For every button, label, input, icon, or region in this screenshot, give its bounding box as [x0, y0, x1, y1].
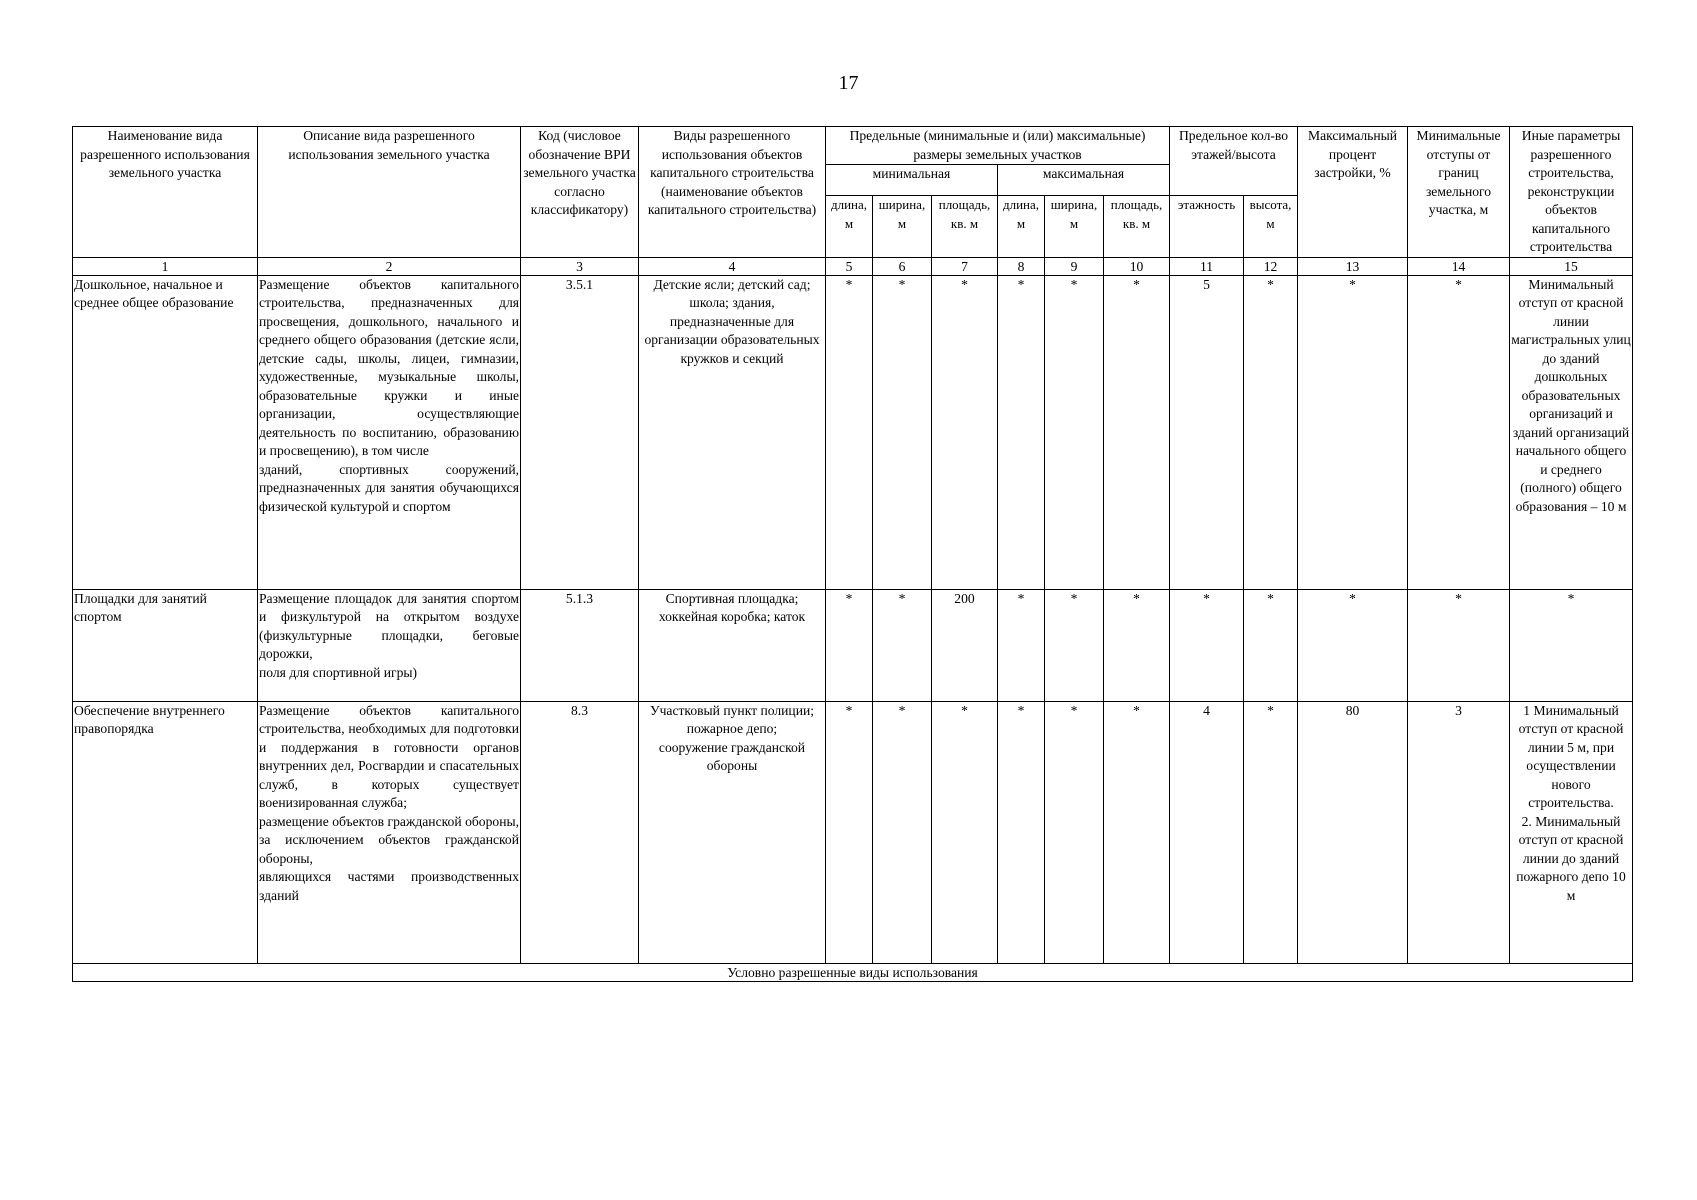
column-number: 10	[1104, 257, 1170, 275]
column-number: 7	[932, 257, 998, 275]
table-row	[73, 701, 1633, 963]
row-floors: 4	[1170, 701, 1244, 963]
header-sub-max: максимальная	[998, 165, 1170, 196]
row-floors: *	[1170, 589, 1244, 701]
column-number: 11	[1170, 257, 1244, 275]
header-max-len: длина, м	[998, 196, 1045, 257]
row-name: Площадки для занятий спортом	[73, 589, 258, 701]
row-max-width: *	[1045, 589, 1104, 701]
header-group-floors: Предельное кол-во этажей/высота	[1170, 127, 1298, 196]
row-max-len: *	[998, 275, 1045, 589]
row-floors: 5	[1170, 275, 1244, 589]
page-number: 17	[838, 72, 859, 94]
conditional-uses-label: Условно разрешенные виды использования	[73, 963, 1633, 981]
row-min-setback: 3	[1408, 701, 1510, 963]
row-max-percent: *	[1298, 275, 1408, 589]
table-row	[73, 275, 1633, 589]
row-other: 1 Минимальный отступ от красной линии 5 м, при осуществлении нового строительства. 2. Минимальный отступ от красной линии до зданий пожарного депо 10 м	[1510, 701, 1633, 963]
row-other: Минимальный отступ от красной линии магистральных улиц до зданий дошкольных образовательных организаций и зданий организаций начального общего и среднего (полного) общего образования – 10 м	[1510, 275, 1633, 589]
row-height: *	[1244, 589, 1298, 701]
header-max-area: площадь, кв. м	[1104, 196, 1170, 257]
row-min-len: *	[826, 701, 873, 963]
header-col1: Наименование вида разрешенного использования земельного участка	[73, 127, 258, 258]
header-min-len: длина, м	[826, 196, 873, 257]
column-number: 9	[1045, 257, 1104, 275]
row-name: Дошкольное, начальное и среднее общее образование	[73, 275, 258, 589]
row-max-len: *	[998, 701, 1045, 963]
row-objects: Детские ясли; детский сад; школа; здания, предназначенные для организации образовательных кружков и секций	[639, 275, 826, 589]
row-max-percent: *	[1298, 589, 1408, 701]
column-number: 12	[1244, 257, 1298, 275]
header-min-width: ширина, м	[873, 196, 932, 257]
row-height: *	[1244, 701, 1298, 963]
row-max-width: *	[1045, 701, 1104, 963]
row-min-setback: *	[1408, 589, 1510, 701]
header-sub-min: минимальная	[826, 165, 998, 196]
row-description: Размещение площадок для занятия спортом и физкультурой на открытом воздухе (физкультурные площадки, беговые дорожки, поля для спортивной игры)	[258, 589, 521, 701]
row-code: 8.3	[521, 701, 639, 963]
column-number: 3	[521, 257, 639, 275]
header-floors: этажность	[1170, 196, 1244, 257]
row-min-len: *	[826, 275, 873, 589]
land-use-table	[72, 126, 1633, 982]
row-min-area: 200	[932, 589, 998, 701]
row-code: 5.1.3	[521, 589, 639, 701]
row-name: Обеспечение внутреннего правопорядка	[73, 701, 258, 963]
row-max-area: *	[1104, 275, 1170, 589]
row-min-width: *	[873, 275, 932, 589]
row-code: 3.5.1	[521, 275, 639, 589]
column-number: 5	[826, 257, 873, 275]
row-min-setback: *	[1408, 275, 1510, 589]
row-min-area: *	[932, 275, 998, 589]
row-max-width: *	[1045, 275, 1104, 589]
column-number: 15	[1510, 257, 1633, 275]
row-max-area: *	[1104, 701, 1170, 963]
column-number: 6	[873, 257, 932, 275]
column-number: 1	[73, 257, 258, 275]
header-height: высота, м	[1244, 196, 1298, 257]
row-objects: Участковый пункт полиции; пожарное депо; сооружение гражданской обороны	[639, 701, 826, 963]
table-row	[73, 589, 1633, 701]
header-min-area: площадь, кв. м	[932, 196, 998, 257]
row-min-area: *	[932, 701, 998, 963]
section-footer-row	[73, 963, 1633, 981]
row-objects: Спортивная площадка; хоккейная коробка; каток	[639, 589, 826, 701]
column-number: 14	[1408, 257, 1510, 275]
row-min-width: *	[873, 701, 932, 963]
header-col2: Описание вида разрешенного использования земельного участка	[258, 127, 521, 258]
row-description: Размещение объектов капитального строительства, необходимых для подготовки и поддержания в готовности органов внутренних дел, Росгвардии и спасательных служб, в которых существует военизированная служба; размещение объектов гражданской обороны, за исключением объектов гражданской обороны, являющихся частями производственных зданий	[258, 701, 521, 963]
header-max-width: ширина, м	[1045, 196, 1104, 257]
column-number: 4	[639, 257, 826, 275]
row-min-len: *	[826, 589, 873, 701]
row-max-area: *	[1104, 589, 1170, 701]
row-max-percent: 80	[1298, 701, 1408, 963]
header-group-sizes: Предельные (минимальные и (или) максимальные) размеры земельных участков	[826, 127, 1170, 165]
row-description: Размещение объектов капитального строительства, предназначенных для просвещения, дошкольного, начального и среднего общего образования (детские ясли, детские сады, школы, лицеи, гимназии, художественные, музыкальные школы, образовательные кружки и иные организации, осуществляющие деятельность по воспитанию, образованию и просвещению), в том числе зданий, спортивных сооружений, предназначенных для занятия обучающихся физической культурой и спортом	[258, 275, 521, 589]
header-col4: Виды разрешенного использования объектов капитального строительства (наименование объектов капитального строительства)	[639, 127, 826, 258]
header-col13: Максимальный процент застройки, %	[1298, 127, 1408, 258]
header-col15: Иные параметры разрешенного строительства, реконструкции объектов капитального строительства	[1510, 127, 1633, 258]
row-other: *	[1510, 589, 1633, 701]
row-max-len: *	[998, 589, 1045, 701]
column-numbers-row	[73, 257, 1633, 275]
header-col3: Код (числовое обозначение ВРИ земельного участка согласно классификатору)	[521, 127, 639, 258]
row-height: *	[1244, 275, 1298, 589]
header-col14: Минимальные отступы от границ земельного участка, м	[1408, 127, 1510, 258]
column-number: 13	[1298, 257, 1408, 275]
row-min-width: *	[873, 589, 932, 701]
column-number: 8	[998, 257, 1045, 275]
column-number: 2	[258, 257, 521, 275]
